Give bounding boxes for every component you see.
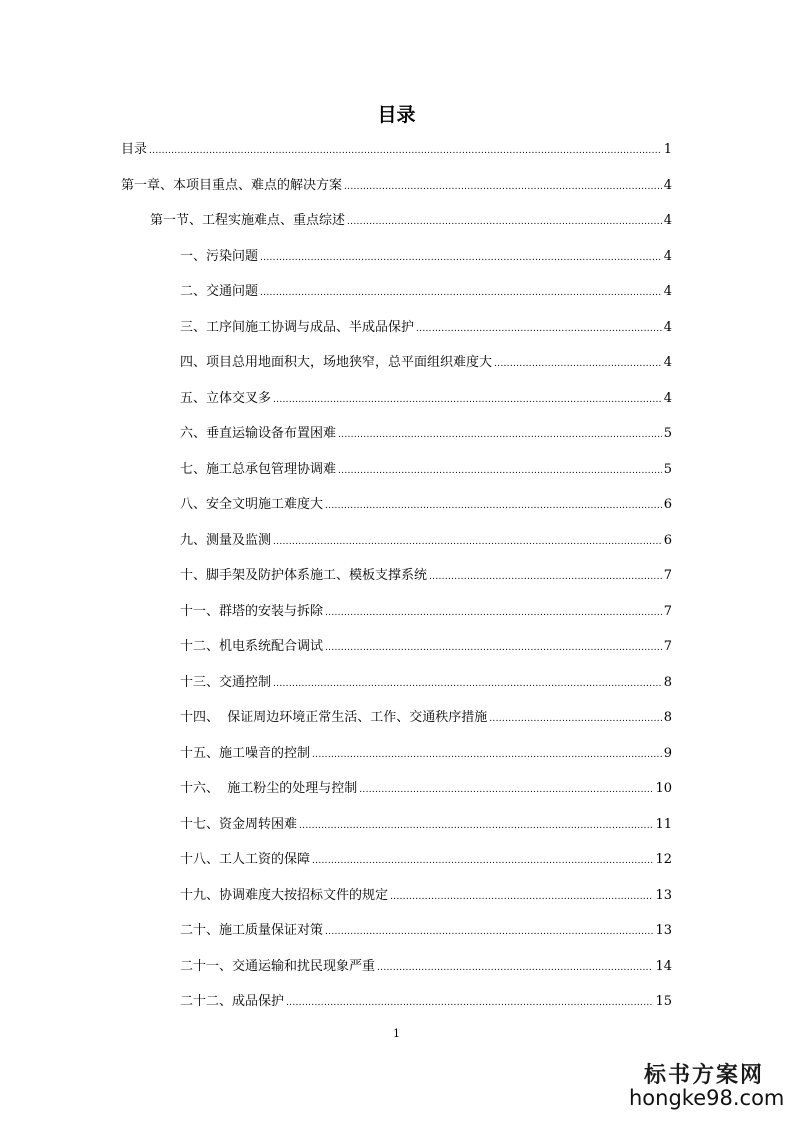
toc-entry-title: 十三、交通控制 bbox=[180, 674, 272, 690]
toc-entry-title: 七、施工总承包管理协调难 bbox=[180, 461, 337, 477]
toc-entry-page-number: 15 bbox=[655, 994, 672, 1009]
toc-entry-page-number: 4 bbox=[663, 355, 672, 370]
toc-entry[interactable] bbox=[180, 353, 672, 373]
watermark-logo bbox=[629, 1062, 785, 1110]
toc-dot-leader bbox=[494, 354, 662, 374]
toc-entry-page-number: 9 bbox=[663, 745, 672, 761]
toc-entry-page-number: 13 bbox=[655, 887, 672, 903]
toc-dot-leader bbox=[273, 390, 662, 410]
toc-entry-title: 二、交通问题 bbox=[180, 284, 259, 299]
toc-dot-leader bbox=[377, 958, 653, 978]
toc-entry-page-number: 7 bbox=[663, 639, 672, 654]
toc-entry-title: 一、污染问题 bbox=[180, 248, 259, 264]
toc-entry[interactable] bbox=[180, 744, 672, 764]
toc-entry-page-number: 14 bbox=[655, 958, 672, 974]
toc-entry-title: 十二、机电系统配合调试 bbox=[180, 639, 324, 654]
toc-entry-page-number: 4 bbox=[663, 319, 672, 335]
toc-dot-leader bbox=[260, 283, 662, 303]
toc-entry-page-number: 12 bbox=[655, 852, 672, 867]
toc-entry-page-number: 4 bbox=[663, 248, 672, 264]
toc-entry-page-number: 5 bbox=[663, 461, 672, 477]
toc-entry[interactable] bbox=[180, 566, 672, 586]
toc-entry-page-number: 4 bbox=[663, 177, 672, 193]
toc-dot-leader bbox=[359, 780, 653, 800]
toc-entry-page-number: 7 bbox=[663, 603, 672, 619]
toc-dot-leader bbox=[325, 603, 662, 623]
toc-entry-page-number: 5 bbox=[663, 426, 672, 441]
toc-entry[interactable] bbox=[180, 815, 672, 835]
page-title: 目录 bbox=[377, 104, 416, 126]
toc-entry-page-number: 4 bbox=[663, 390, 672, 406]
toc-entry[interactable] bbox=[180, 318, 672, 338]
toc-dot-leader bbox=[260, 248, 662, 268]
toc-entry[interactable] bbox=[180, 389, 672, 409]
toc-entry-title: 二十、施工质量保证对策 bbox=[180, 923, 324, 938]
toc-entry-title: 十九、协调难度大按招标文件的规定 bbox=[180, 887, 389, 903]
toc-entry[interactable] bbox=[180, 673, 672, 693]
toc-dot-leader bbox=[325, 496, 662, 516]
toc-entry-title: 目录 bbox=[121, 142, 148, 157]
toc-entry-title: 二十一、交通运输和扰民现象严重 bbox=[180, 958, 376, 974]
toc-dot-leader bbox=[347, 212, 662, 232]
toc-entry-page-number: 8 bbox=[663, 674, 672, 690]
toc-entry-page-number: 6 bbox=[663, 532, 672, 548]
toc-dot-leader bbox=[338, 461, 662, 481]
toc-dot-leader bbox=[344, 177, 662, 197]
toc-entry-title: 三、工序间施工协调与成品、半成品保护 bbox=[180, 319, 415, 335]
toc-entry-title: 第一章、本项目重点、难点的解决方案 bbox=[121, 177, 343, 193]
toc-entry-page-number: 13 bbox=[655, 923, 672, 938]
toc-entry[interactable] bbox=[180, 708, 672, 728]
toc-dot-leader bbox=[286, 993, 653, 1013]
toc-entry-title: 第一节、工程实施难点、重点综述 bbox=[150, 213, 346, 228]
toc-entry[interactable] bbox=[180, 282, 672, 302]
toc-dot-leader bbox=[299, 816, 653, 836]
toc-entry[interactable] bbox=[180, 460, 672, 480]
toc-entry[interactable] bbox=[121, 176, 672, 196]
toc-entry[interactable] bbox=[180, 992, 672, 1012]
toc-entry-title: 十四、 保证周边环境正常生活、工作、交通秩序措施 bbox=[180, 710, 488, 725]
toc-dot-leader bbox=[489, 709, 661, 729]
toc-dot-leader bbox=[338, 425, 662, 445]
toc-dot-leader bbox=[325, 638, 662, 658]
watermark-url: hongke98.com bbox=[629, 1086, 785, 1110]
toc-entry-title: 四、项目总用地面积大，场地狭窄，总平面组织难度大 bbox=[180, 355, 493, 370]
toc-entry-page-number: 7 bbox=[663, 568, 672, 583]
toc-entry[interactable] bbox=[180, 850, 672, 870]
toc-entry[interactable] bbox=[180, 531, 672, 551]
toc-entry[interactable] bbox=[180, 247, 672, 267]
toc-dot-leader bbox=[429, 567, 662, 587]
toc-entry-title: 十五、施工噪音的控制 bbox=[180, 745, 311, 761]
toc-dot-leader bbox=[312, 745, 662, 765]
toc-entry-page-number: 10 bbox=[655, 781, 672, 796]
toc-dot-leader bbox=[149, 141, 662, 161]
toc-entry[interactable] bbox=[180, 424, 672, 444]
toc-entry[interactable] bbox=[180, 637, 672, 657]
toc-dot-leader bbox=[325, 922, 653, 942]
toc-entry-page-number: 1 bbox=[663, 142, 672, 157]
toc-entry-title: 五、立体交叉多 bbox=[180, 390, 272, 406]
toc-dot-leader bbox=[273, 674, 662, 694]
toc-dot-leader bbox=[390, 887, 653, 907]
toc-entry-page-number: 8 bbox=[663, 710, 672, 725]
toc-entry[interactable] bbox=[180, 921, 672, 941]
toc-entry-title: 八、安全文明施工难度大 bbox=[180, 497, 324, 512]
toc-dot-leader bbox=[312, 851, 653, 871]
toc-entry[interactable] bbox=[180, 886, 672, 906]
toc-entry-title: 二十二、成品保护 bbox=[180, 994, 285, 1009]
toc-entry-page-number: 4 bbox=[663, 284, 672, 299]
toc-entry[interactable] bbox=[180, 779, 672, 799]
toc-entry-page-number: 11 bbox=[655, 816, 672, 832]
toc-entry-page-number: 6 bbox=[663, 497, 672, 512]
toc-entry-title: 十八、工人工资的保障 bbox=[180, 852, 311, 867]
toc-entry[interactable] bbox=[180, 495, 672, 515]
toc-entry-title: 六、垂直运输设备布置困难 bbox=[180, 426, 337, 441]
toc-entry-title: 十、脚手架及防护体系施工、模板支撑系统 bbox=[180, 568, 428, 583]
toc-dot-leader bbox=[273, 532, 662, 552]
page-number: 1 bbox=[393, 1027, 400, 1040]
watermark-site-name: 标书方案网 bbox=[643, 1062, 764, 1088]
toc-entry[interactable] bbox=[180, 957, 672, 977]
toc-entry[interactable] bbox=[150, 211, 672, 231]
toc-entry[interactable] bbox=[121, 140, 672, 160]
toc-entry[interactable] bbox=[180, 602, 672, 622]
toc-entry-title: 十一、群塔的安装与拆除 bbox=[180, 603, 324, 619]
toc-entry-title: 十六、 施工粉尘的处理与控制 bbox=[180, 781, 358, 796]
toc-entry-title: 十七、资金周转困难 bbox=[180, 816, 298, 832]
toc-entry-page-number: 4 bbox=[663, 213, 672, 228]
toc-entry-title: 九、测量及监测 bbox=[180, 532, 272, 548]
toc-dot-leader bbox=[416, 319, 662, 339]
